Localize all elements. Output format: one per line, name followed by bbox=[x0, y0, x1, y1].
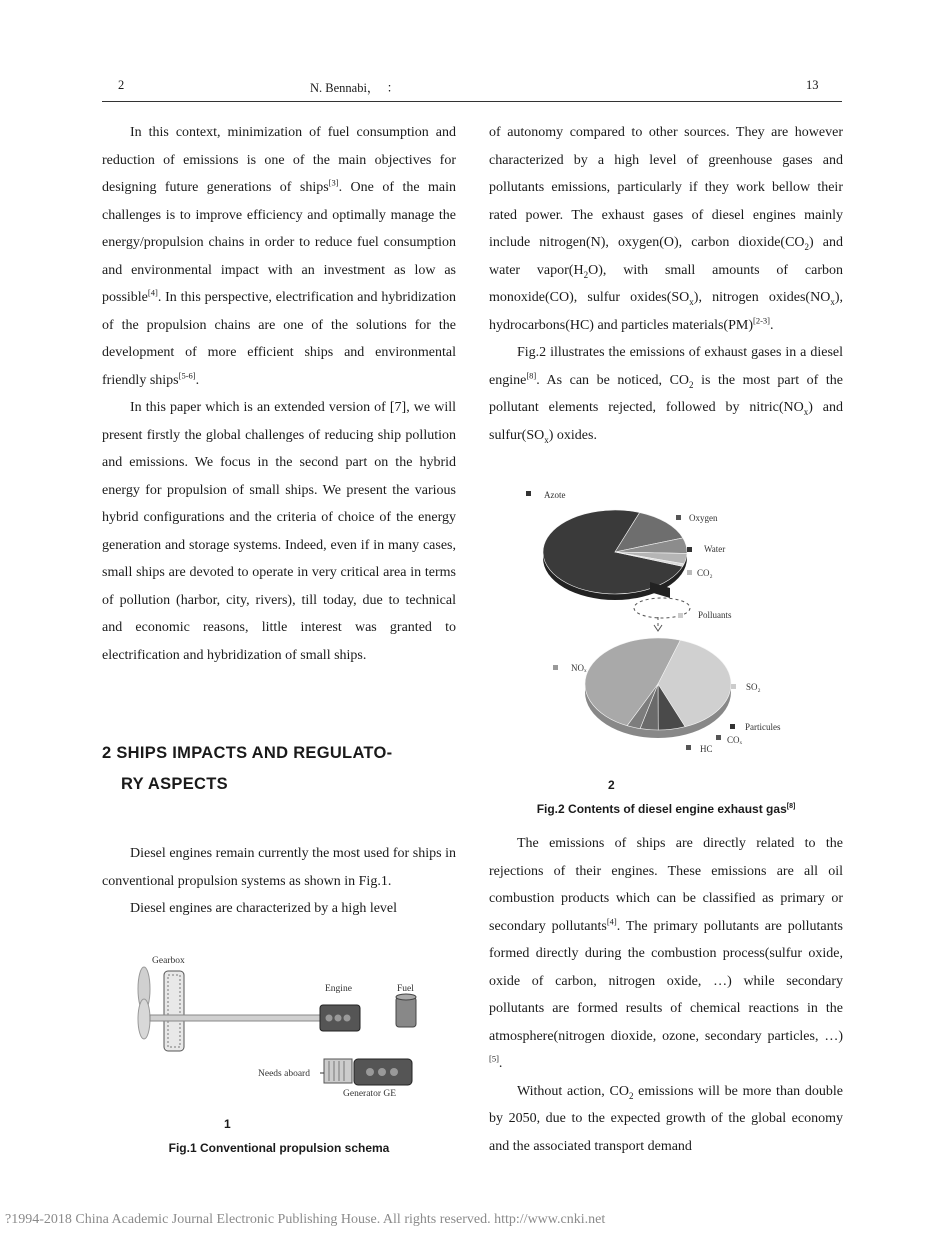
label-engine: Engine bbox=[325, 984, 352, 994]
gearbox-icon bbox=[164, 971, 184, 1051]
copyright-footer: ?1994-2018 China Academic Journal Electronic Publishing House. All rights reserved. http://www.cnki.net bbox=[5, 1212, 606, 1227]
right-paragraph-3: The emissions of ships are directly related to the rejections of their engines. These emissions are all oil combustion products which can be classified as primary or secondary pollutants[4]. The primary pollutants are pollutants formed directly during the combustion process(sulfur oxide, oxide of carbon, nitrogen oxide, …) while secondary pollutants are formed results of chemical reactions in the atmosphere(nitrogen dioxide, ozone, secondary particles, …)[5]. bbox=[489, 836, 843, 1071]
legend-polluants: Polluants bbox=[698, 610, 732, 620]
legend-water: Water bbox=[704, 544, 726, 554]
right-paragraph-2: Fig.2 illustrates the emissions of exhaust gases in a diesel engine[8]. As can be noticed, $CO_2$ is the most part of the pollutant elements rejected, followed by $nitric(NO_x)$ and $sulfur(SO_x)$ oxides. bbox=[489, 345, 843, 445]
legend-marker-co2 bbox=[687, 570, 692, 575]
legend-marker-hc bbox=[686, 745, 691, 750]
left-paragraph-4: Diesel engines are characterized by a high level bbox=[130, 901, 398, 916]
label-gearbox: Gearbox bbox=[152, 956, 185, 966]
figure-1-number: 1 bbox=[224, 1117, 231, 1131]
legend-marker-cox bbox=[716, 735, 721, 740]
label-fuel: Fuel bbox=[397, 984, 414, 994]
legend-azote: Azote bbox=[544, 490, 566, 500]
figure-1-caption: Fig.1 Conventional propulsion schema bbox=[168, 1141, 390, 1155]
label-needs-aboard: Needs aboard bbox=[258, 1069, 310, 1079]
legend-marker-particules bbox=[730, 724, 735, 729]
propeller-blade-icon bbox=[138, 999, 150, 1039]
legend-marker-so2 bbox=[731, 684, 736, 689]
author-name: N. Bennabi， bbox=[310, 81, 380, 95]
legend-co2: CO₂ bbox=[697, 568, 713, 578]
header-rule bbox=[102, 101, 842, 102]
author-colon: ： bbox=[386, 81, 400, 95]
page-number-right: 13 bbox=[806, 78, 819, 92]
legend-oxygen: Oxygen bbox=[689, 513, 718, 523]
left-paragraph-2: In this paper which is an extended version of [7], we will present firstly the global challenges of reducing ship pollution and emissions. We focus in the second part on the hybrid energy for propulsion of small ships. We present the various hybrid configurations and the criteria of choice of the energy generation and storage systems. Indeed, even if in many cases, small ships are devoted to operate in very critical area in terms of pollution (harbor, city, rivers), till today, due to technical and economic reasons, little interest was granted to electrification and hybridization of small ships. bbox=[102, 400, 456, 663]
figure-2-number: 2 bbox=[608, 778, 615, 792]
bottom-pie bbox=[585, 638, 731, 730]
right-column bbox=[489, 119, 843, 449]
left-column-lower bbox=[102, 840, 456, 923]
left-column bbox=[102, 119, 456, 669]
running-author bbox=[310, 78, 399, 96]
label-generator: Generator GE bbox=[343, 1089, 397, 1099]
left-paragraph-1: In this context, minimization of fuel consumption and reduction of emissions is one of the main objectives for designing future generations of ships[3]. One of the main challenges is to improve efficiency and optimally manage the energy/propulsion chains in order to reduce fuel consumption and environmental impact with an investment as low as possible[4]. In this perspective, electrification and hybridization of the propulsion chains are one of the solutions for the development of more efficient ships and environmental friendly ships[5-6]. bbox=[102, 125, 456, 388]
page-number-left: 2 bbox=[118, 78, 125, 92]
figure-2-caption: Fig.2 Contents of diesel engine exhaust gas[8] bbox=[536, 802, 796, 816]
legend-marker-polluants bbox=[678, 613, 683, 618]
legend-marker-nox bbox=[553, 665, 558, 670]
right-paragraph-4: Without action, $CO_2$ emissions will be more than double by 2050, due to the expected growth of the global economy and the associated transport demand bbox=[489, 1083, 843, 1154]
section-heading: 2 SHIPS IMPACTS AND REGULATO- RY ASPECTS bbox=[102, 744, 393, 793]
left-paragraph-3: Diesel engines remain currently the most used for ships in conventional propulsion systems as shown in Fig.1. bbox=[102, 846, 456, 889]
exhaust-pie-charts bbox=[500, 484, 840, 764]
legend-marker-oxygen bbox=[676, 515, 681, 520]
right-paragraph-1: of autonomy compared to other sources. They are however characterized by a high level of greenhouse gases and pollutants emissions, particularly if they work bellow their rated power. The exhaust gases of diesel engines mainly include nitrogen(N), oxygen(O), carbon $dioxide(CO_2)$ and water $vapor(H_2O)$, with small amounts of carbon monoxide(CO), sulfur $oxides(SO_x)$, nitrogen $oxides(NO_x)$, hydrocarbons(HC) and particles materials(PM)[2-3]. bbox=[489, 125, 843, 333]
legend-hc: HC bbox=[700, 744, 713, 754]
fuel-tank-icon bbox=[396, 997, 416, 1027]
figure-2 bbox=[500, 484, 840, 764]
legend-marker-azote bbox=[526, 491, 531, 496]
legend-nox: NOₓ bbox=[571, 663, 587, 673]
right-column-lower bbox=[489, 830, 843, 1160]
top-pie bbox=[543, 510, 687, 594]
legend-cox: COₓ bbox=[727, 735, 743, 745]
legend-so2: SO₂ bbox=[746, 682, 761, 692]
legend-marker-water bbox=[687, 547, 692, 552]
generator-icon bbox=[324, 1059, 352, 1083]
figure-1 bbox=[130, 953, 450, 1103]
shaft-icon bbox=[150, 1015, 320, 1021]
legend-particules: Particules bbox=[745, 722, 781, 732]
propulsion-schema bbox=[130, 953, 450, 1103]
